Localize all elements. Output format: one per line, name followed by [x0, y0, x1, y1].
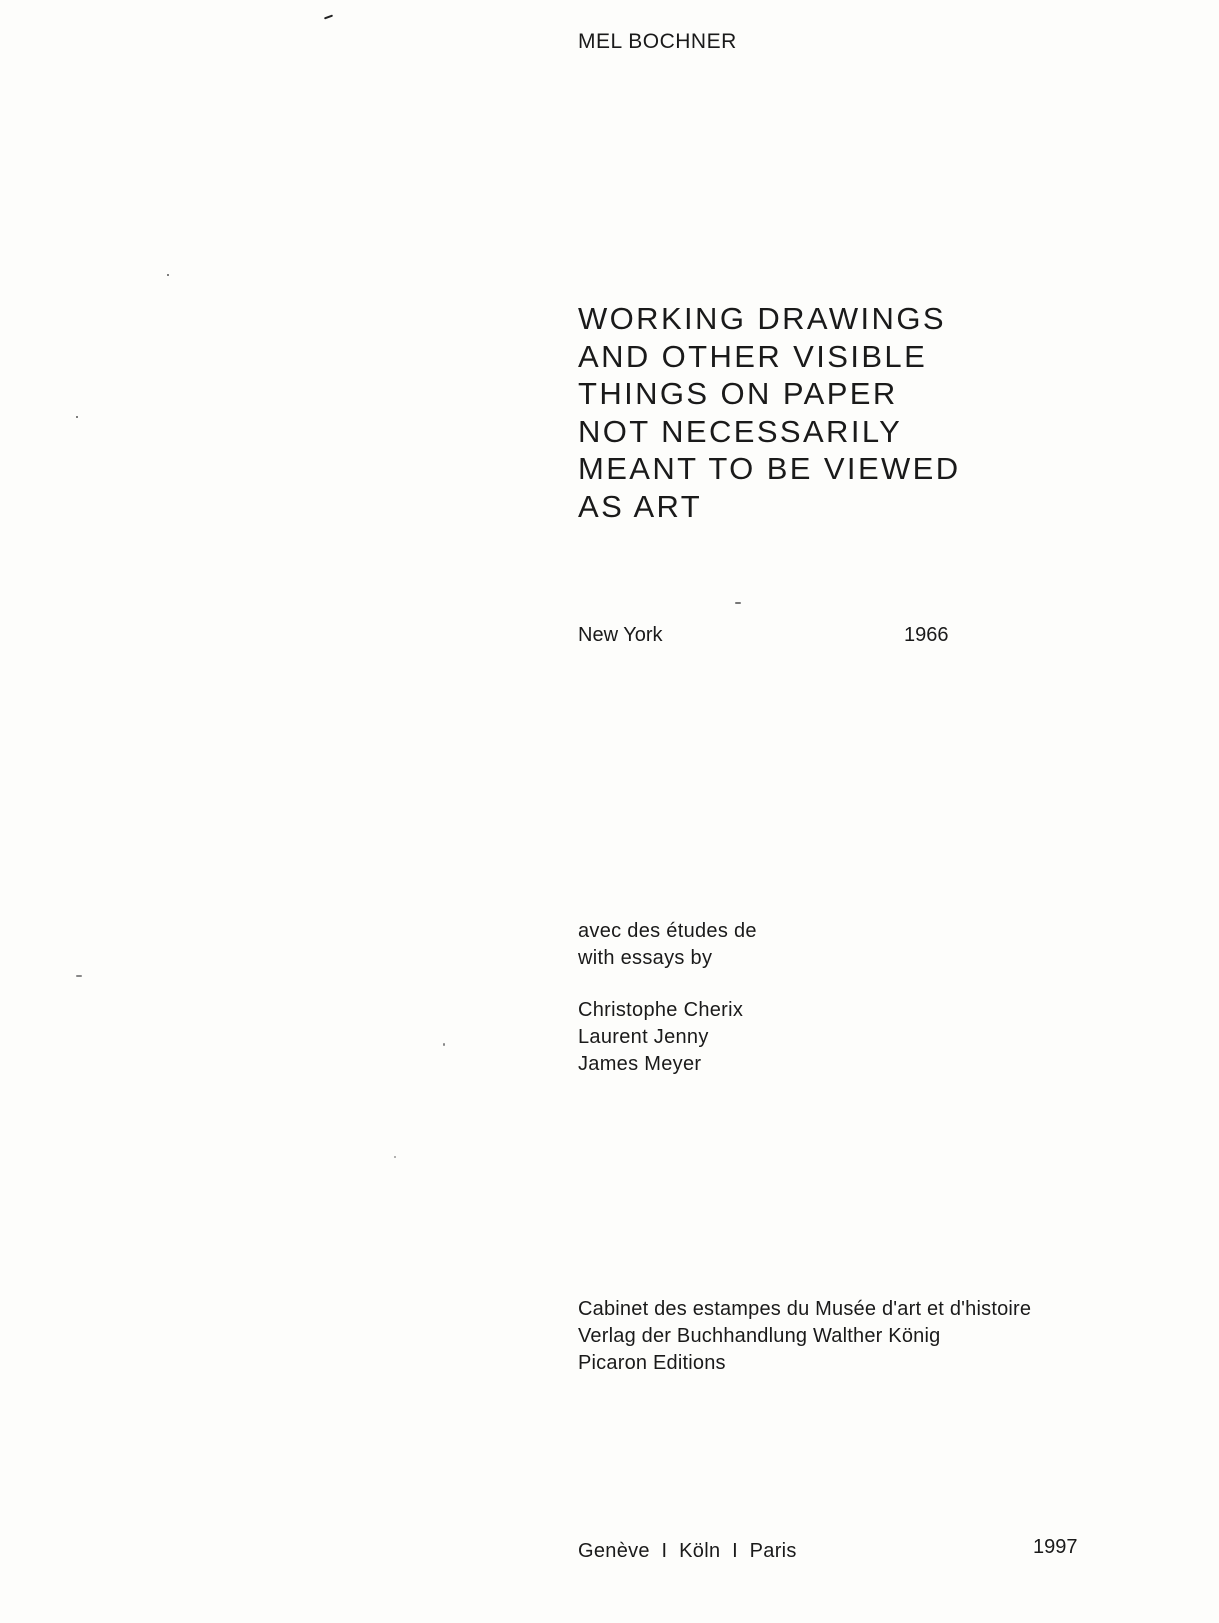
imprint-year: 1997 — [1033, 1536, 1078, 1558]
essay-author: Laurent Jenny — [578, 1026, 709, 1048]
title-line: MEANT TO BE VIEWED — [578, 451, 961, 486]
essays-intro-line: with essays by — [578, 947, 713, 969]
title-line: NOT NECESSARILY — [578, 413, 903, 449]
book-title — [578, 300, 961, 525]
essays-intro — [578, 918, 757, 972]
imprint-cities: Genève I Köln I Paris — [578, 1540, 797, 1562]
scan-speck — [324, 15, 333, 20]
scan-speck — [76, 975, 82, 977]
title-line: AS ART — [578, 488, 703, 524]
scan-speck — [735, 602, 741, 604]
title-line: WORKING DRAWINGS — [578, 301, 946, 336]
publisher: Picaron Editions — [578, 1352, 726, 1374]
origin-year: 1966 — [904, 624, 949, 646]
publisher: Cabinet des estampes du Musée d'art et d'histoire — [578, 1298, 1032, 1320]
essay-authors-list — [578, 997, 743, 1078]
essay-author: Christophe Cherix — [578, 999, 744, 1021]
author-name: MEL BOCHNER — [578, 30, 737, 53]
publishers-list — [578, 1296, 1031, 1377]
scan-speck — [443, 1043, 445, 1046]
title-line: AND OTHER VISIBLE — [578, 338, 928, 374]
essays-intro-line: avec des études de — [578, 920, 757, 942]
scan-speck — [394, 1156, 396, 1158]
scan-speck — [76, 416, 78, 418]
title-line: THINGS ON PAPER — [578, 376, 898, 411]
essay-author: James Meyer — [578, 1053, 702, 1075]
scan-speck — [167, 274, 169, 276]
publisher: Verlag der Buchhandlung Walther König — [578, 1325, 941, 1347]
origin-place: New York — [578, 624, 663, 646]
